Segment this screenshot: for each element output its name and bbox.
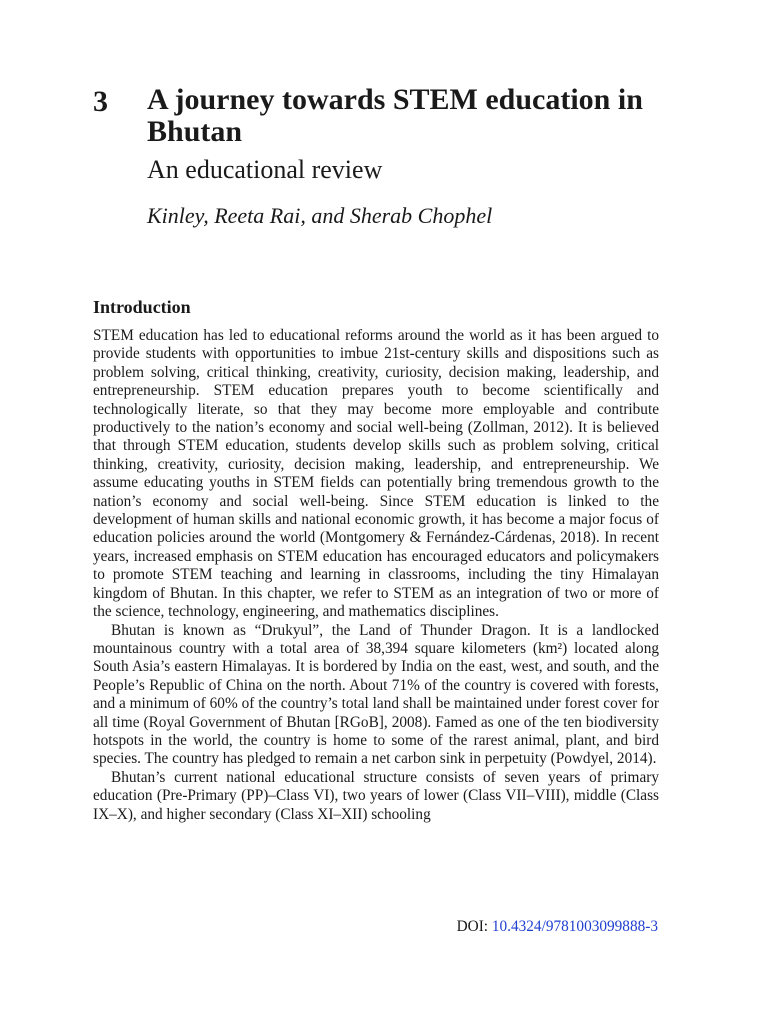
paragraph: Bhutan is known as “Drukyul”, the Land of Thunder Dragon. It is a landlocked mountainous country with a total area of 38,394 square kilometers (km²) located along South Asia’s eastern Himalayas. It is bordered by India on the east, west, and south, and the People’s Republic of China on the north. About 71% of the country is covered with forests, and a minimum of 60% of the country’s total land shall be maintained under forest cover for all time (Royal Government of Bhutan [RGoB], 2008). Famed as one of the ten biodiversity hotspots in the world, the country is home to some of the rarest animal, plant, and bird species. The country has pledged to remain a net carbon sink in perpetuity (Powdyel, 2014). xyxy=(93,621,659,768)
paragraph: STEM education has led to educational reforms around the world as it has been argued to provide students with opportunities to imbue 21st-century skills and dispositions such as problem solving, critical thinking, creativity, curiosity, decision making, leadership, and entrepreneurship. STEM education prepares youth to become scientifically and technologically literate, so that they may become more employable and contribute productively to the nation’s economy and social well-being (Zollman, 2012). It is believed that through STEM education, students develop skills such as problem solving, critical thinking, creativity, curiosity, decision making, leadership, and entrepreneurship. We assume educating youths in STEM fields can potentially bring tremendous growth to the nation’s economy and social well-being. Since STEM education is linked to the development of human skills and national economic growth, it has become a major focus of education policies around the world (Montgomery & Fernández-Cárdenas, 2018). In recent years, increased emphasis on STEM education has encouraged educators and policymakers to promote STEM teaching and learning in classrooms, including the tiny Himalayan kingdom of Bhutan. In this chapter, we refer to STEM as an integration of two or more of the science, technology, engineering, and mathematics disciplines. xyxy=(93,327,659,621)
chapter-number: 3 xyxy=(93,85,108,118)
doi-footer xyxy=(457,917,658,937)
paragraph: Bhutan’s current national educational structure consists of seven years of primary education (Pre-Primary (PP)–Class VI), two years of lower (Class VII–VIII), middle (Class IX–X), and higher secondary (Class XI–XII) schooling xyxy=(93,768,659,823)
section-heading-introduction: Introduction xyxy=(93,297,191,317)
doi-link[interactable]: 10.4324/9781003099888-3 xyxy=(491,918,658,935)
chapter-title: A journey towards STEM education in Bhutan xyxy=(147,83,643,148)
chapter-authors: Kinley, Reeta Rai, and Sherab Chophel xyxy=(147,203,493,228)
doi-label: DOI: xyxy=(456,918,492,935)
chapter-subtitle: An educational review xyxy=(147,155,383,184)
body-text xyxy=(93,327,659,824)
